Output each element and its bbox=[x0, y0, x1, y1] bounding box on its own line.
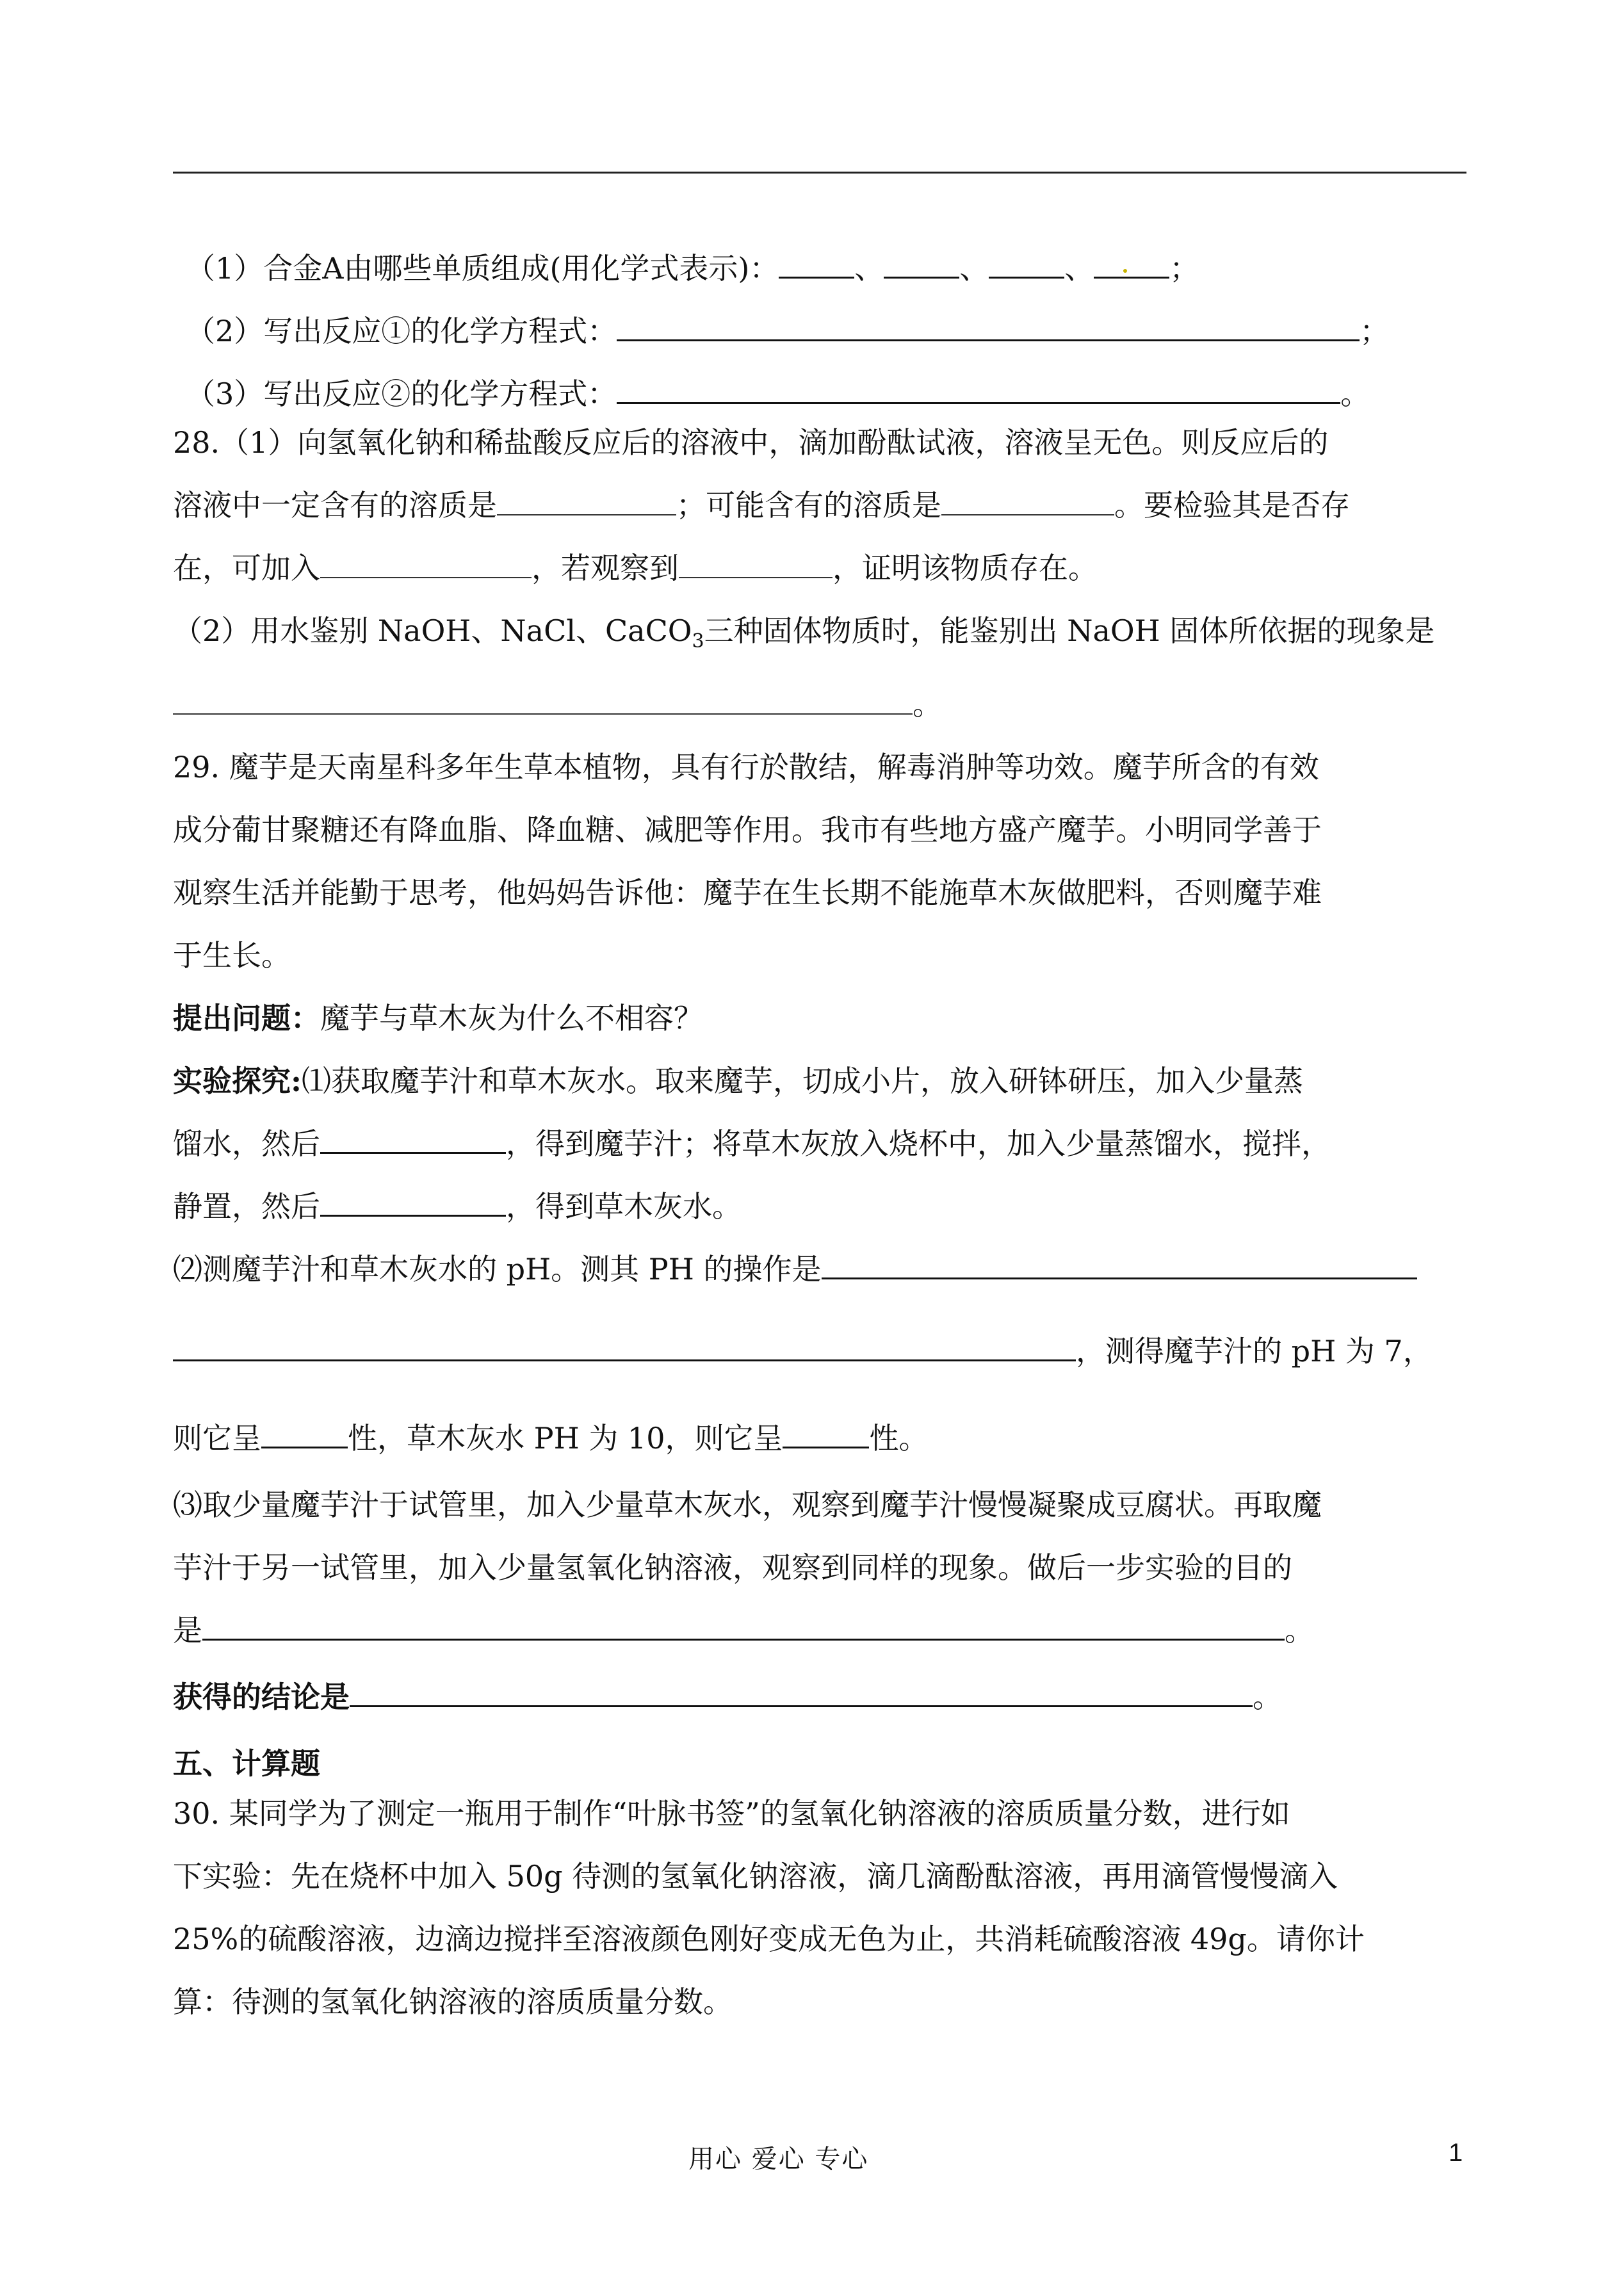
q29-explore-9 bbox=[173, 1599, 1466, 1662]
section-title: 五、计算题 bbox=[173, 1746, 320, 1781]
q28-text: （2）用水鉴别 NaOH、NaCl、CaCO bbox=[173, 613, 692, 648]
separator: 、 bbox=[1064, 251, 1094, 286]
q28-text: ，若观察到 bbox=[532, 551, 679, 585]
q30-line2: 下实验：先在烧杯中加入 50g 待测的氢氧化钠溶液，滴几滴酚酞溶液，再用滴管慢慢滴入 bbox=[173, 1859, 1338, 1894]
q29-line4: 于生长。 bbox=[173, 938, 291, 973]
q28-line3 bbox=[173, 537, 1466, 599]
q28-line4 bbox=[173, 599, 1466, 673]
q29-text: ，得到草木灰水。 bbox=[506, 1189, 742, 1224]
q29-text: ，测得魔芋汁的 pH 为 7， bbox=[1076, 1334, 1433, 1369]
q30-line3: 25%的硫酸溶液，边滴边搅拌至溶液颜色刚好变成无色为止，共消耗硫酸溶液 49g。请你计 bbox=[173, 1922, 1365, 1957]
q29-conclusion bbox=[173, 1666, 1466, 1728]
answer-blank[interactable] bbox=[941, 490, 1114, 515]
answer-blank[interactable] bbox=[261, 1422, 348, 1448]
q29-text: ⑴获取魔芋汁和草木灰水。取来魔芋，切成小片，放入研钵研压，加入少量蒸 bbox=[301, 1064, 1303, 1099]
punctuation: ； bbox=[1360, 314, 1390, 348]
separator: 、 bbox=[854, 251, 884, 286]
answer-blank[interactable] bbox=[497, 490, 676, 515]
page-number: 1 bbox=[1449, 2139, 1463, 2167]
answer-blank[interactable] bbox=[783, 1422, 869, 1448]
q29-text: 性，草木灰水 PH 为 10，则它呈 bbox=[348, 1421, 783, 1456]
answer-blank[interactable] bbox=[173, 1335, 1076, 1361]
answer-blank[interactable] bbox=[822, 1253, 1417, 1279]
q29-question bbox=[173, 987, 1466, 1050]
q28-text: 三种固体物质时，能鉴别出 NaOH 固体所依据的现象是 bbox=[704, 613, 1435, 648]
answer-blank[interactable] bbox=[320, 553, 532, 578]
punctuation: 。 bbox=[1340, 377, 1370, 411]
answer-blank[interactable] bbox=[779, 252, 854, 279]
answer-blank[interactable] bbox=[173, 689, 913, 715]
q29-text: 静置，然后 bbox=[173, 1189, 320, 1224]
q29-explore-3 bbox=[173, 1175, 1466, 1238]
q30-line1: 30. 某同学为了测定一瓶用于制作“叶脉书签”的氢氧化钠溶液的溶质质量分数，进行如 bbox=[173, 1796, 1290, 1831]
q28-text: 。要检验其是否存 bbox=[1114, 488, 1350, 523]
q29-text: 馏水，然后 bbox=[173, 1126, 320, 1162]
q29-explore-5 bbox=[173, 1301, 1466, 1403]
question-label: 提出问题： bbox=[173, 1001, 320, 1036]
answer-blank[interactable] bbox=[202, 1614, 1285, 1641]
answer-blank[interactable] bbox=[350, 1681, 1253, 1707]
answer-blank[interactable] bbox=[1094, 252, 1169, 279]
q27-part2-prompt: （2）写出反应①的化学方程式： bbox=[186, 314, 617, 348]
conclusion-label: 获得的结论是 bbox=[173, 1680, 350, 1715]
footer-motto: 用心 爱心 专心 bbox=[688, 2145, 869, 2174]
separator: 、 bbox=[959, 251, 989, 286]
q30-line4: 算：待测的氢氧化钠溶液的溶质质量分数。 bbox=[173, 1984, 733, 2020]
subscript: 3 bbox=[692, 630, 704, 653]
q28-text: ；可能含有的溶质是 bbox=[676, 488, 941, 523]
q29-text: 则它呈 bbox=[173, 1421, 261, 1456]
q27-part3-prompt: （3）写出反应②的化学方程式： bbox=[186, 377, 617, 411]
q29-explore-4 bbox=[173, 1238, 1466, 1301]
q29-text: ⑵测魔芋汁和草木灰水的 pH。测其 PH 的操作是 bbox=[173, 1252, 822, 1287]
page-content bbox=[173, 237, 1466, 2033]
answer-blank[interactable] bbox=[989, 252, 1064, 279]
answer-blank[interactable] bbox=[617, 315, 1360, 341]
answer-blank[interactable] bbox=[320, 1128, 506, 1154]
answer-blank[interactable] bbox=[617, 378, 1340, 404]
q29-text: ，得到魔芋汁；将草木灰放入烧杯中，加入少量蒸馏水，搅拌， bbox=[506, 1126, 1331, 1162]
question-text: 魔芋与草木灰为什么不相容？ bbox=[320, 1001, 703, 1036]
q29-explore-6 bbox=[173, 1407, 1466, 1470]
punctuation: ； bbox=[1169, 251, 1199, 286]
q29-explore-8: 芋汁于另一试管里，加入少量氢氧化钠溶液，观察到同样的现象。做后一步实验的目的 bbox=[173, 1550, 1292, 1585]
q29-text: 是 bbox=[173, 1613, 202, 1648]
punctuation: 。 bbox=[1253, 1680, 1282, 1715]
q27-part1-prompt: （1）合金A由哪些单质组成(用化学式表示)： bbox=[186, 251, 779, 286]
q28-text: 在，可加入 bbox=[173, 551, 320, 585]
q27-part2 bbox=[173, 300, 1466, 362]
q28-text: ，证明该物质存在。 bbox=[832, 551, 1098, 585]
q29-line1: 29. 魔芋是天南星科多年生草本植物，具有行於散结，解毒消肿等功效。魔芋所含的有效 bbox=[173, 750, 1319, 785]
q29-explore-2 bbox=[173, 1112, 1466, 1175]
answer-blank[interactable] bbox=[679, 553, 832, 578]
ink-dot bbox=[1123, 269, 1127, 273]
q29-line2: 成分葡甘聚糖还有降血脂、降血糖、减肥等作用。我市有些地方盛产魔芋。小明同学善于 bbox=[173, 813, 1322, 848]
q28-line1: 28.（1）向氢氧化钠和稀盐酸反应后的溶液中，滴加酚酞试液，溶液呈无色。则反应后的 bbox=[173, 425, 1329, 460]
q27-part1 bbox=[173, 237, 1466, 300]
q28-line5 bbox=[173, 673, 1466, 736]
q29-line3: 观察生活并能勤于思考，他妈妈告诉他：魔芋在生长期不能施草木灰做肥料，否则魔芋难 bbox=[173, 875, 1322, 911]
header-rule bbox=[173, 172, 1466, 174]
q28-line2 bbox=[173, 474, 1466, 537]
answer-blank[interactable] bbox=[884, 252, 959, 279]
explore-label: 实验探究: bbox=[173, 1064, 302, 1099]
punctuation: 。 bbox=[913, 687, 942, 722]
answer-blank[interactable] bbox=[320, 1190, 506, 1217]
punctuation: 。 bbox=[1285, 1613, 1314, 1648]
q28-text: 溶液中一定含有的溶质是 bbox=[173, 488, 497, 523]
q29-explore-1 bbox=[173, 1050, 1466, 1112]
q29-text: 性。 bbox=[869, 1421, 929, 1456]
q29-explore-7: ⑶取少量魔芋汁于试管里，加入少量草木灰水，观察到魔芋汁慢慢凝聚成豆腐状。再取魔 bbox=[173, 1488, 1322, 1523]
